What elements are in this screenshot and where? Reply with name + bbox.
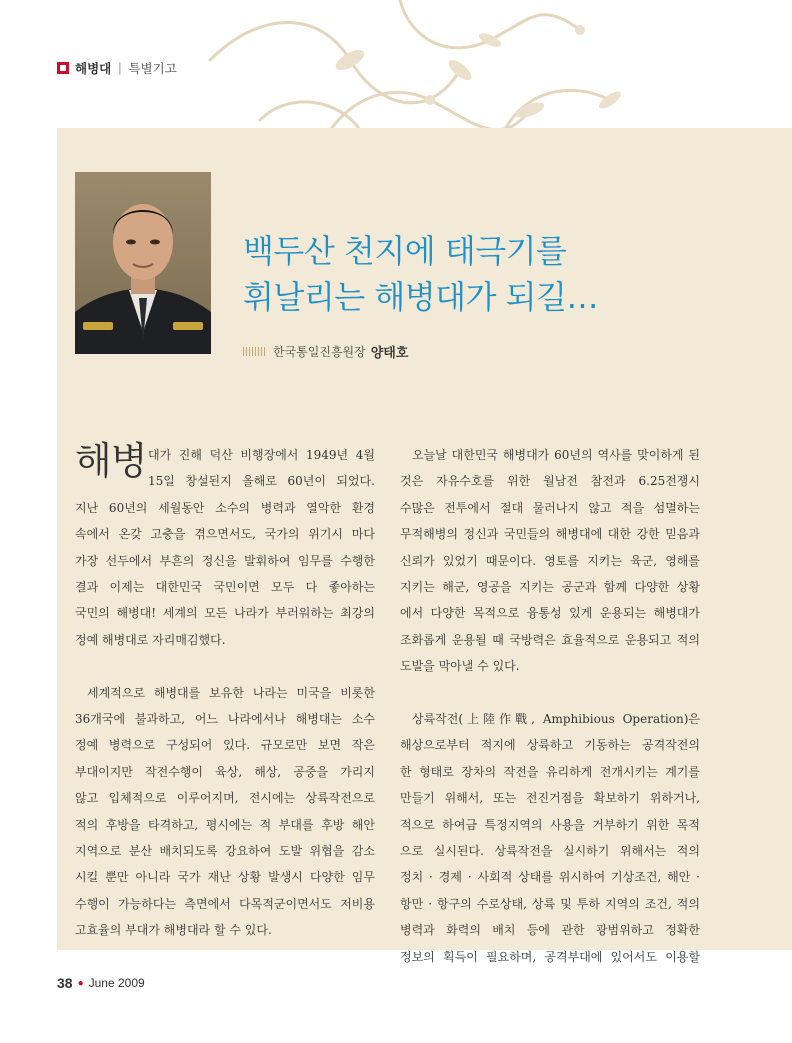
text-line: 시킬 뿐만 아니라 국가 재난 상황 발생시 다양한 임무 [75,870,375,885]
text-line: 가장 선두에서 부흔의 정신을 발휘하여 임무를 수행한 [75,553,375,568]
text-line: 36개국에 불과하고, 어느 나라에서나 해병대는 소수 [75,712,375,727]
text-line: 병력과 화력의 배치 등에 관한 광범위하고 정확한 [400,923,700,938]
text-line: 한 형태로 장차의 작전을 유리하게 전개시키는 계기를 [400,764,700,779]
text-line: 해상으로부터 적지에 상륙하고 기동하는 공격작전의 [400,738,700,753]
text-line: 않고 입체적으로 이루어지며, 전시에는 상륙작전으로 [75,791,375,806]
text-line: 고효율의 부대가 해병대라 할 수 있다. [75,923,272,938]
paragraph [75,442,375,653]
text-line: 속에서 온갖 고충을 겪으면서도, 국가의 위기시 마다 [75,527,375,542]
text-line: 세계적으로 해병대를 보유한 나라는 미국을 비롯한 [87,685,375,700]
text-line: 것은 자유수호를 위한 월남전 참전과 6.25전쟁시 [400,474,700,489]
text-line: 항만 · 항구의 수로상태, 상륙 및 투하 지역의 조건, 적의 [400,896,700,911]
text-line: 정보의 획득이 필요하며, 공격부대에 있어서도 이용할 [400,949,700,964]
text-line: 수많은 전투에서 절대 물러나지 않고 적을 섬멸하는 [400,500,700,515]
text-line: 신뢰가 있었기 때문이다. 영토를 지키는 육군, 영해를 [400,553,700,568]
byline-role: 한국통일진흥원장 [273,345,366,359]
paragraph [400,442,700,680]
text-line: 에서 다양한 목적으로 융통성 있게 운용되는 해병대가 [400,606,700,621]
author-portrait [75,172,211,354]
page-number: 38 [57,975,73,991]
paragraph [400,706,700,970]
byline [243,342,408,361]
text-line: 정치 · 경제 · 사회적 상태를 위시하여 기상조건, 해안 · [400,870,700,885]
text-line: 상륙작전(上陸作戰, Amphibious Operation)은 [412,712,700,727]
text-line: 지키는 해군, 영공을 지키는 공군과 함께 다양한 상황 [400,580,700,595]
section-category: 특별기고 [128,62,177,76]
text-line: 수행이 가능하다는 측면에서 다목적군이면서도 저비용 [75,896,375,911]
bullet-icon: ● [77,977,84,989]
body-column-left [75,442,375,944]
text-line: 대가 진해 덕산 비행장에서 1949년 4월 [148,448,375,462]
text-line: 적으로 하여금 특정지역의 사용을 거부하기 위한 목적 [400,817,700,832]
text-line: 무적해병의 정신과 국민들의 해병대에 대한 강한 믿음과 [400,527,700,542]
text-line: 지난 60년의 세월동안 소수의 병력과 열악한 환경 [75,500,375,515]
body-column-right [400,442,700,970]
text-line: 지역으로 분산 배치되도록 강요하여 도발 위협을 감소 [75,844,375,859]
text-line: 적의 후방을 타격하고, 평시에는 적 부대를 후방 해안 [75,817,375,832]
text-line: 15일 창설된지 올해로 60년이 되었다. [148,474,375,489]
article-title [243,228,713,320]
text-line: 조화롭게 운용될 때 국방력은 효율적으로 운용되고 적의 [400,632,700,647]
section-marker-icon [57,62,69,74]
drop-cap: 해병 [75,439,147,483]
page-footer [57,975,145,991]
text-line: 정예 해병대로 자리매김했다. [75,632,226,647]
text-line: 정예 병력으로 구성되어 있다. 규모로만 보면 작은 [75,738,375,753]
text-line: 으로 실시된다. 상륙작전을 실시하기 위해서는 적의 [400,844,700,859]
header-separator: | [118,61,122,75]
section-name: 해병대 [75,62,112,76]
byline-name: 양태호 [370,345,409,360]
paragraph [75,680,375,944]
text-line: 결과 이제는 대한민국 국민이면 모두 다 좋아하는 [75,580,375,595]
issue-date: June 2009 [88,976,145,990]
text-line: 도발을 막아낼 수 있다. [400,659,520,674]
text-line: 오늘날 대한민국 해병대가 60년의 역사를 맞이하게 된 [412,448,700,462]
text-line: 국민의 해병대! 세계의 모든 나라가 부러워하는 최강의 [75,606,375,621]
running-header [57,58,177,78]
title-line-1: 백두산 천지에 태극기를 [243,232,567,270]
title-line-2: 휘날리는 해병대가 되길… [243,278,598,316]
text-line: 만들기 위해서, 또는 전진거점을 확보하기 위하거나, [400,791,700,806]
text-line: 부대이지만 작전수행이 육상, 해상, 공중을 가리지 [75,764,375,779]
byline-marks-icon [243,347,265,356]
